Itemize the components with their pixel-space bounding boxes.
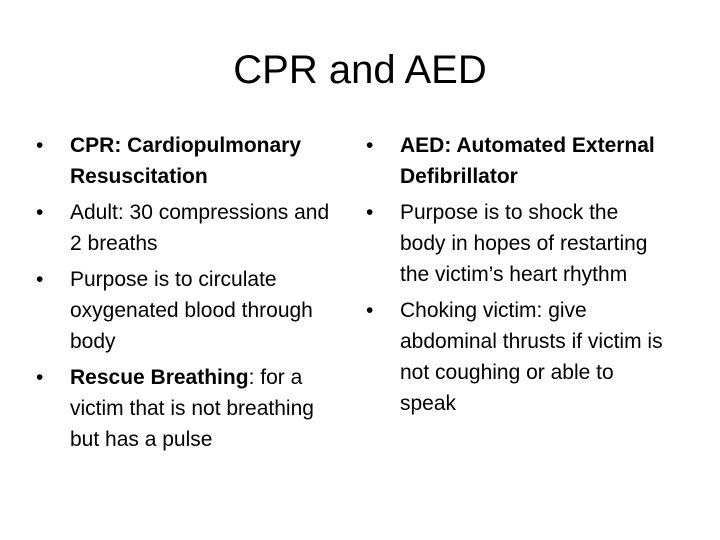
bullet-aed-definition: • AED: Automated External Defibrillator — [366, 130, 666, 192]
bullet-cpr-purpose: • Purpose is to circulate oxygenated blood through body — [36, 264, 346, 357]
bullet-aed-purpose: • Purpose is to shock the body in hopes of restarting the victim’s heart rhythm — [366, 197, 666, 290]
right-bullet-list — [366, 130, 666, 424]
bullet-adult-compressions: • Adult: 30 compressions and 2 breaths — [36, 197, 346, 259]
bullet-choking-victim: • Choking victim: give abdominal thrusts if victim is not coughing or able to speak — [366, 295, 666, 419]
slide-title: CPR and AED — [233, 48, 487, 92]
rescue-breathing-description: : for a victim that is not breathing but has a pulse — [70, 366, 314, 451]
bullet-cpr-definition: • CPR: Cardiopulmonary Resuscitation — [36, 130, 346, 192]
left-bullet-list — [36, 130, 346, 460]
rescue-breathing-term: Rescue Breathing — [70, 366, 249, 389]
bullet-rescue-breathing — [36, 362, 346, 455]
